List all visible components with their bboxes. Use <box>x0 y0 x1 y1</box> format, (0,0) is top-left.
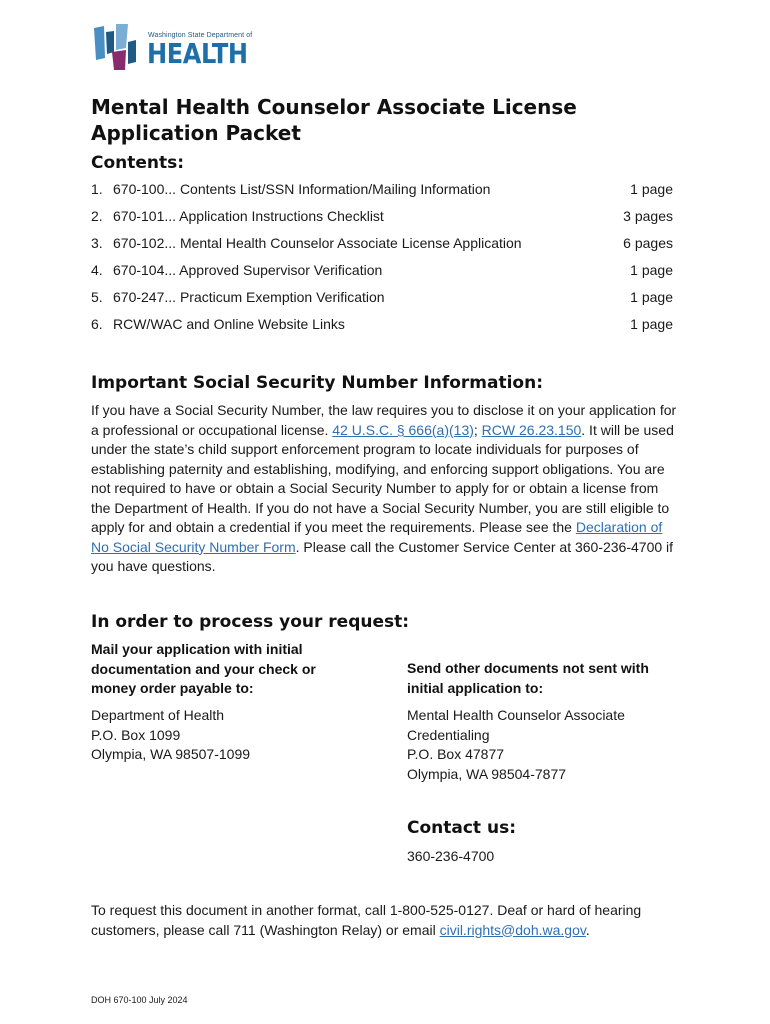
address-line: Credentialing <box>407 726 490 743</box>
rcw-link[interactable]: RCW 26.23.150 <box>481 421 582 438</box>
no-ssn-declaration-link[interactable]: Declaration of No Social Security Number Form <box>91 519 663 555</box>
contents-item <box>91 208 673 235</box>
contents-item <box>91 181 673 208</box>
contents-item-label: 670-102... Mental Health Counselor Associate License Application <box>113 235 522 251</box>
ssn-paragraph <box>91 401 681 577</box>
civil-rights-email-link[interactable]: civil.rights@doh.wa.gov <box>439 921 586 938</box>
logo-health-text: HEALTH <box>147 37 248 70</box>
ssn-text: ; <box>473 421 482 438</box>
address-line: Mental Health Counselor Associate <box>407 707 625 723</box>
ssn-text: If you have a Social Security Number, the law requires you to disclose it on your application for a professional or occupational license. <box>91 402 677 438</box>
other-documents-heading: Send other documents not sent with initial application to: <box>407 660 649 696</box>
ssn-text: . It will be used under the state’s child support enforcement program to locate individuals for purposes of establishing paternity and establishing, modifying, and enforcing support obligations. You are not required to have or obtain a Social Security Number to apply for or obtain a license from the Department of Health. If you do not have a Social Security Number, you are still eligible to apply for and obtain a credential if you meet the requirements. Please see the <box>91 421 674 535</box>
contents-item-pages: 1 page <box>630 181 673 197</box>
contents-item-number: 2. <box>91 208 103 224</box>
address-line: Olympia, WA 98504-7877 <box>407 765 567 782</box>
mail-address <box>91 706 250 765</box>
mail-application-heading: Mail your application with initial documentation and your check or money order payable to: <box>91 641 316 696</box>
address-line: Olympia, WA 98507-1099 <box>91 746 251 762</box>
contents-item-pages: 1 page <box>630 316 673 332</box>
contents-item <box>91 235 673 262</box>
contents-item-number: 6. <box>91 316 103 332</box>
contents-item <box>91 289 673 316</box>
other-documents-address <box>407 706 625 784</box>
contents-item-number: 3. <box>91 235 103 251</box>
contents-item-pages: 1 page <box>630 289 673 305</box>
usc-link[interactable]: 42 U.S.C. § 666(a)(13) <box>332 421 474 438</box>
contents-item-number: 4. <box>91 262 103 278</box>
address-line: Department of Health <box>91 707 225 723</box>
contents-item-label: 670-104... Approved Supervisor Verification <box>113 262 383 278</box>
alt-format-text: . <box>585 921 590 938</box>
page-title: Mental Health Counselor Associate License Application Packet <box>91 95 577 145</box>
contents-item-pages: 1 page <box>630 262 673 278</box>
contact-phone: 360-236-4700 <box>407 848 495 864</box>
contact-heading: Contact us: <box>407 818 516 838</box>
form-number-footer: DOH 670-100 July 2024 <box>91 995 188 1005</box>
contents-item-label: 670-247... Practicum Exemption Verification <box>113 289 385 305</box>
ssn-heading: Important Social Security Number Information: <box>91 373 544 393</box>
logo-small-text: Washington State Department of <box>148 32 253 39</box>
contents-heading: Contents: <box>91 153 185 173</box>
contents-item <box>91 262 673 289</box>
doh-logo-mark-icon <box>92 22 144 72</box>
process-heading: In order to process your request: <box>91 612 410 632</box>
contents-item-label: 670-101... Application Instructions Checklist <box>113 208 384 224</box>
alt-format-text: To request this document in another format, call 1-800-525-0127. Deaf or hard of hearing customers, please call 711 (Washington Relay) or email <box>91 902 642 938</box>
contents-item-label: RCW/WAC and Online Website Links <box>113 316 345 332</box>
doh-logo <box>92 22 253 74</box>
contents-item-label: 670-100... Contents List/SSN Information/Mailing Information <box>113 181 491 197</box>
contents-item-number: 5. <box>91 289 103 305</box>
contents-item-number: 1. <box>91 181 103 197</box>
address-line: P.O. Box 1099 <box>91 726 181 743</box>
address-line: P.O. Box 47877 <box>407 746 505 762</box>
ssn-text: . Please call the Customer Service Center at 360-236-4700 if you have questions. <box>91 538 674 574</box>
alternate-format-paragraph <box>91 901 651 940</box>
contents-item-pages: 3 pages <box>623 208 673 224</box>
contents-list <box>91 181 673 343</box>
contents-item-pages: 6 pages <box>623 235 673 251</box>
contents-item <box>91 316 673 343</box>
